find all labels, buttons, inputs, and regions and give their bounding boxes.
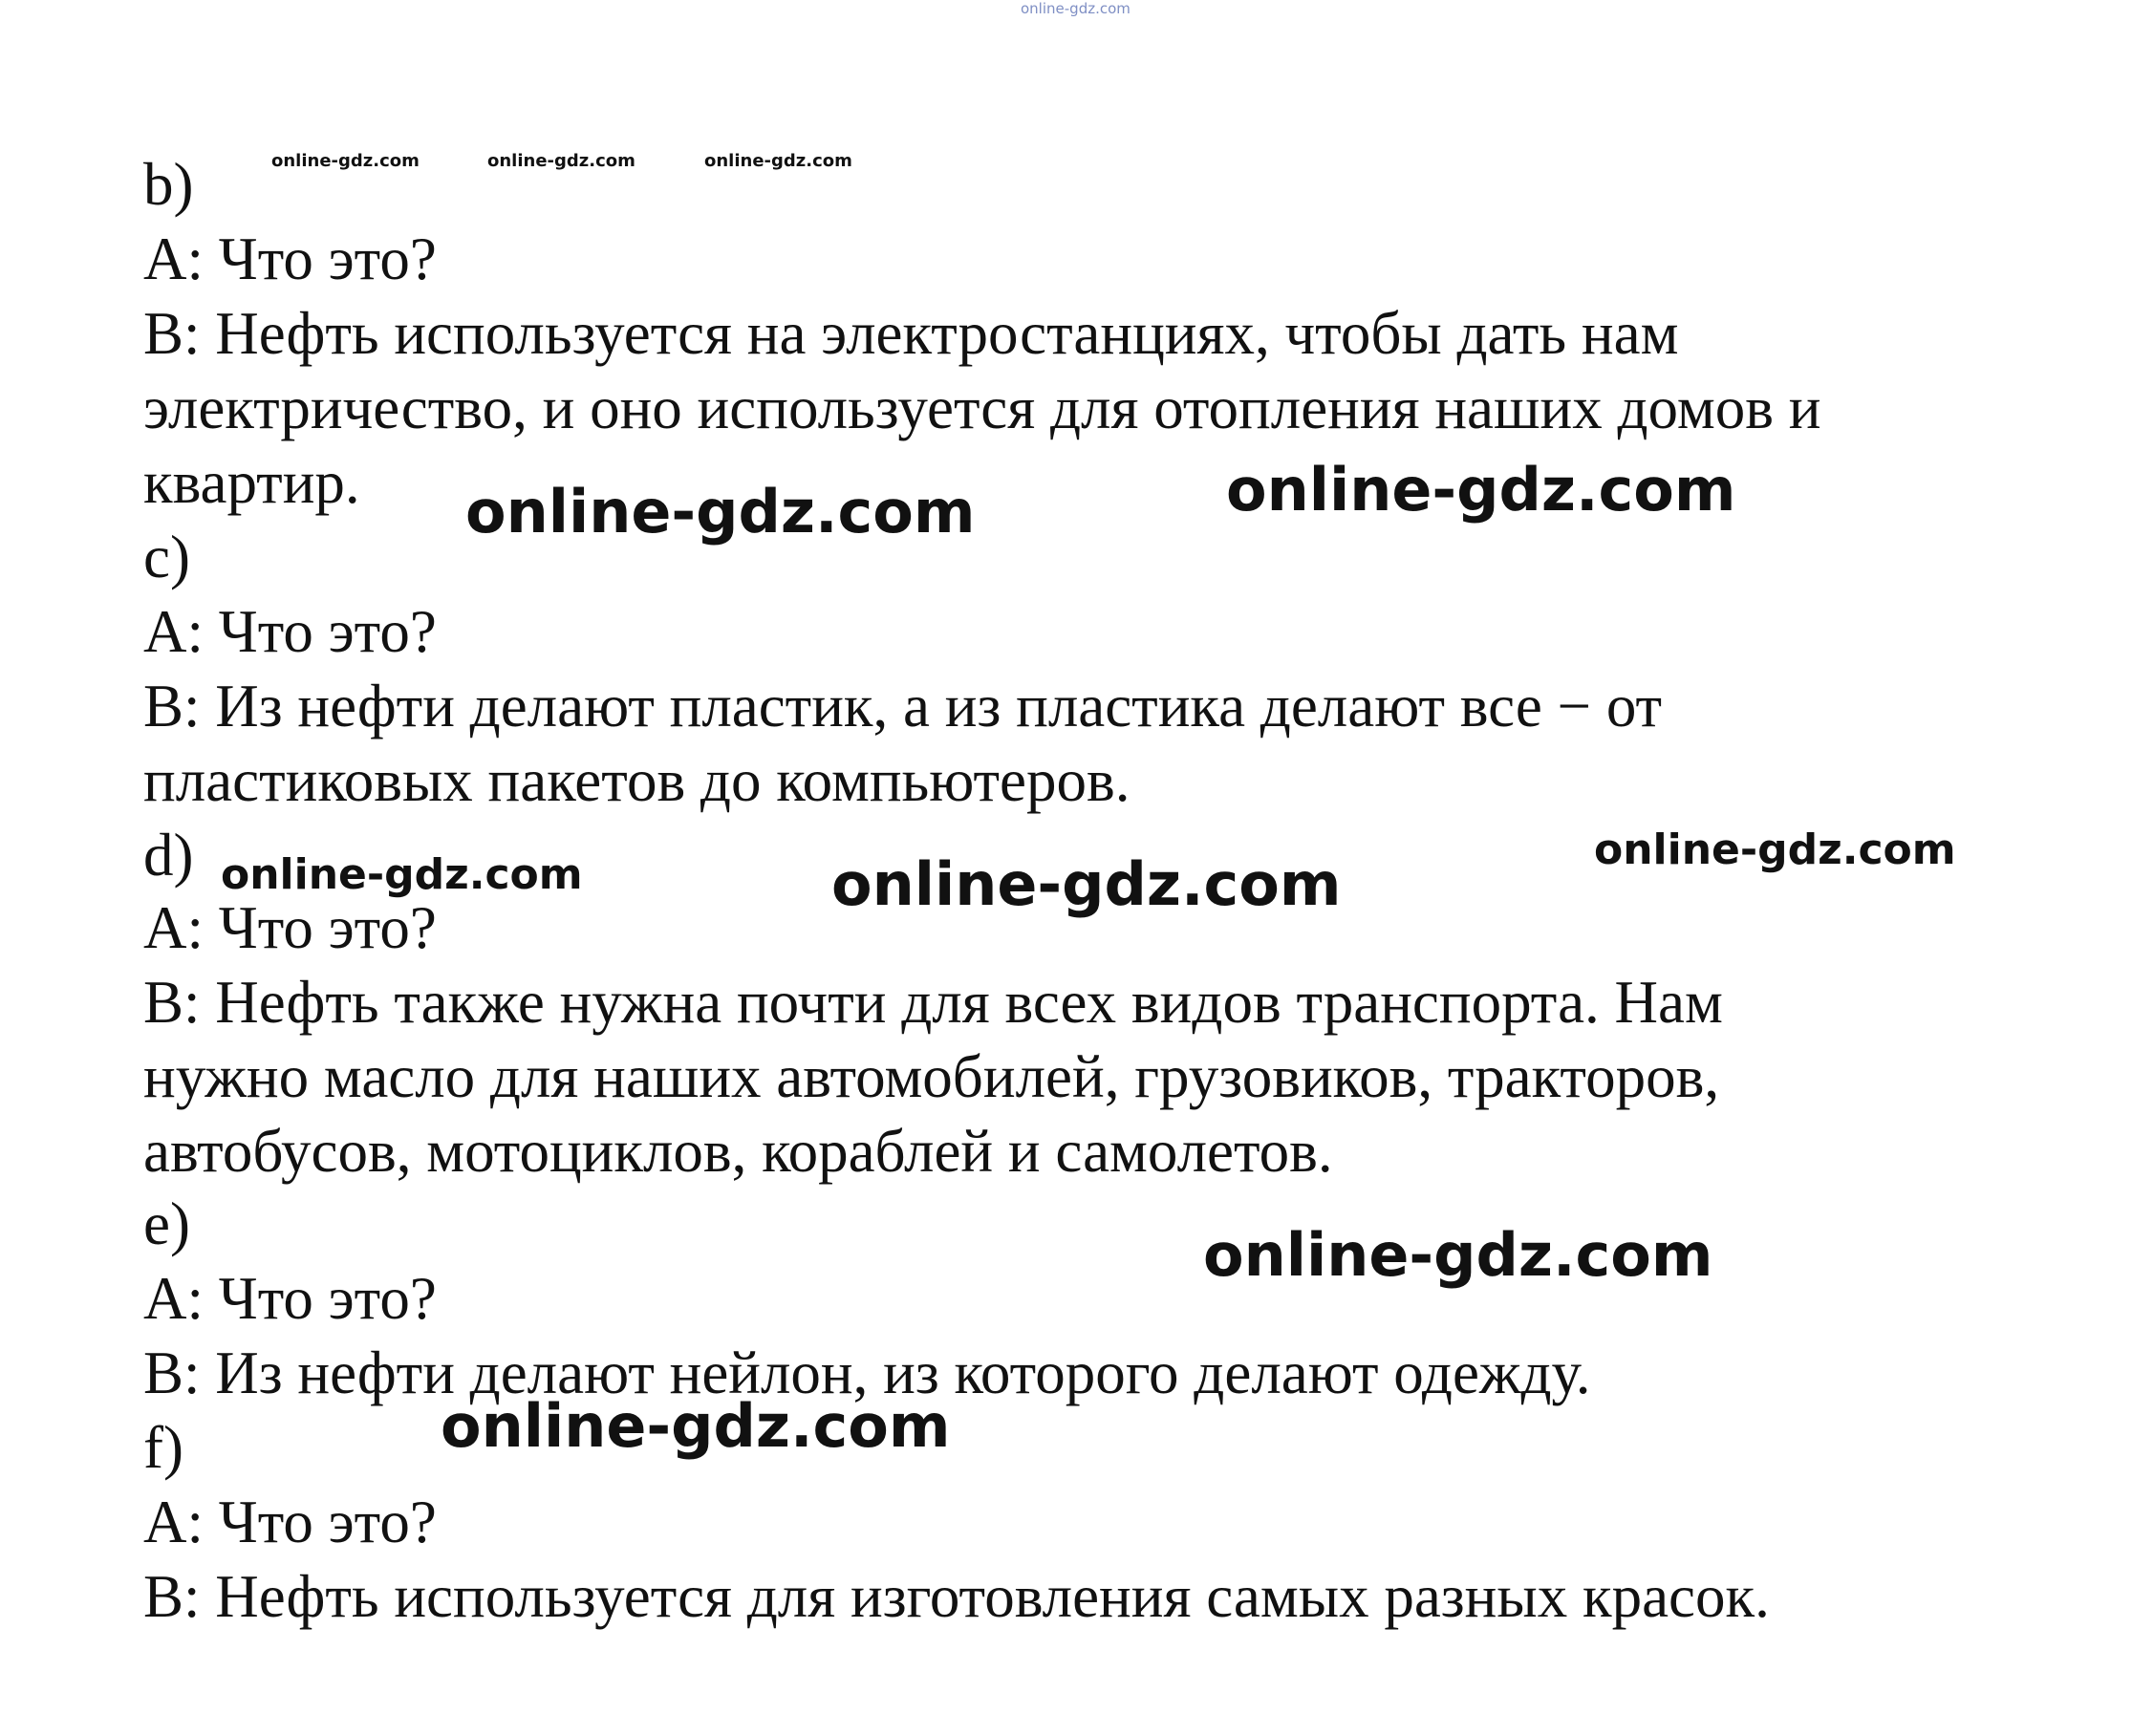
exercise-label: c) bbox=[143, 524, 190, 590]
question-line: A: Что это? bbox=[143, 598, 437, 665]
watermark: online-gdz.com bbox=[271, 151, 420, 171]
watermark: online-gdz.com bbox=[1203, 1220, 1713, 1290]
watermark: online-gdz.com bbox=[1226, 455, 1736, 525]
exercise-label: b) bbox=[143, 151, 194, 218]
question-line: A: Что это? bbox=[143, 1489, 437, 1555]
question-line: A: Что это? bbox=[143, 1265, 437, 1332]
watermark: online-gdz.com bbox=[441, 1391, 951, 1461]
question-line: A: Что это? bbox=[143, 894, 437, 961]
watermark: online-gdz.com bbox=[831, 849, 1342, 919]
answer-line: пластиковых пакетов до компьютеров. bbox=[143, 747, 1131, 814]
watermark: online-gdz.com bbox=[487, 151, 635, 171]
answer-line: автобусов, мотоциклов, кораблей и самолетов. bbox=[143, 1118, 1333, 1185]
answer-line: B: Нефть используется на электростанциях, чтобы дать нам bbox=[143, 300, 1679, 367]
answer-line: нужно масло для наших автомобилей, грузовиков, тракторов, bbox=[143, 1043, 1720, 1110]
answer-line: B: Из нефти делают пластик, а из пластика делают все − от bbox=[143, 673, 1663, 739]
answer-line: B: Нефть также нужна почти для всех видов транспорта. Нам bbox=[143, 969, 1723, 1036]
watermark: online-gdz.com bbox=[1021, 0, 1131, 17]
watermark: online-gdz.com bbox=[1594, 825, 1956, 874]
watermark: online-gdz.com bbox=[704, 151, 852, 171]
answer-line: B: Из нефти делают нейлон, из которого делают одежду. bbox=[143, 1340, 1591, 1406]
question-line: A: Что это? bbox=[143, 225, 437, 292]
answer-line: электричество, и оно используется для отопления наших домов и bbox=[143, 375, 1821, 441]
watermark: online-gdz.com bbox=[221, 850, 583, 899]
exercise-label: e) bbox=[143, 1190, 190, 1257]
exercise-label: d) bbox=[143, 822, 194, 889]
answer-line: B: Нефть используется для изготовления самых разных красок. bbox=[143, 1563, 1770, 1630]
exercise-label: f) bbox=[143, 1414, 183, 1481]
answer-line: квартир. bbox=[143, 449, 360, 516]
watermark: online-gdz.com bbox=[465, 477, 976, 547]
